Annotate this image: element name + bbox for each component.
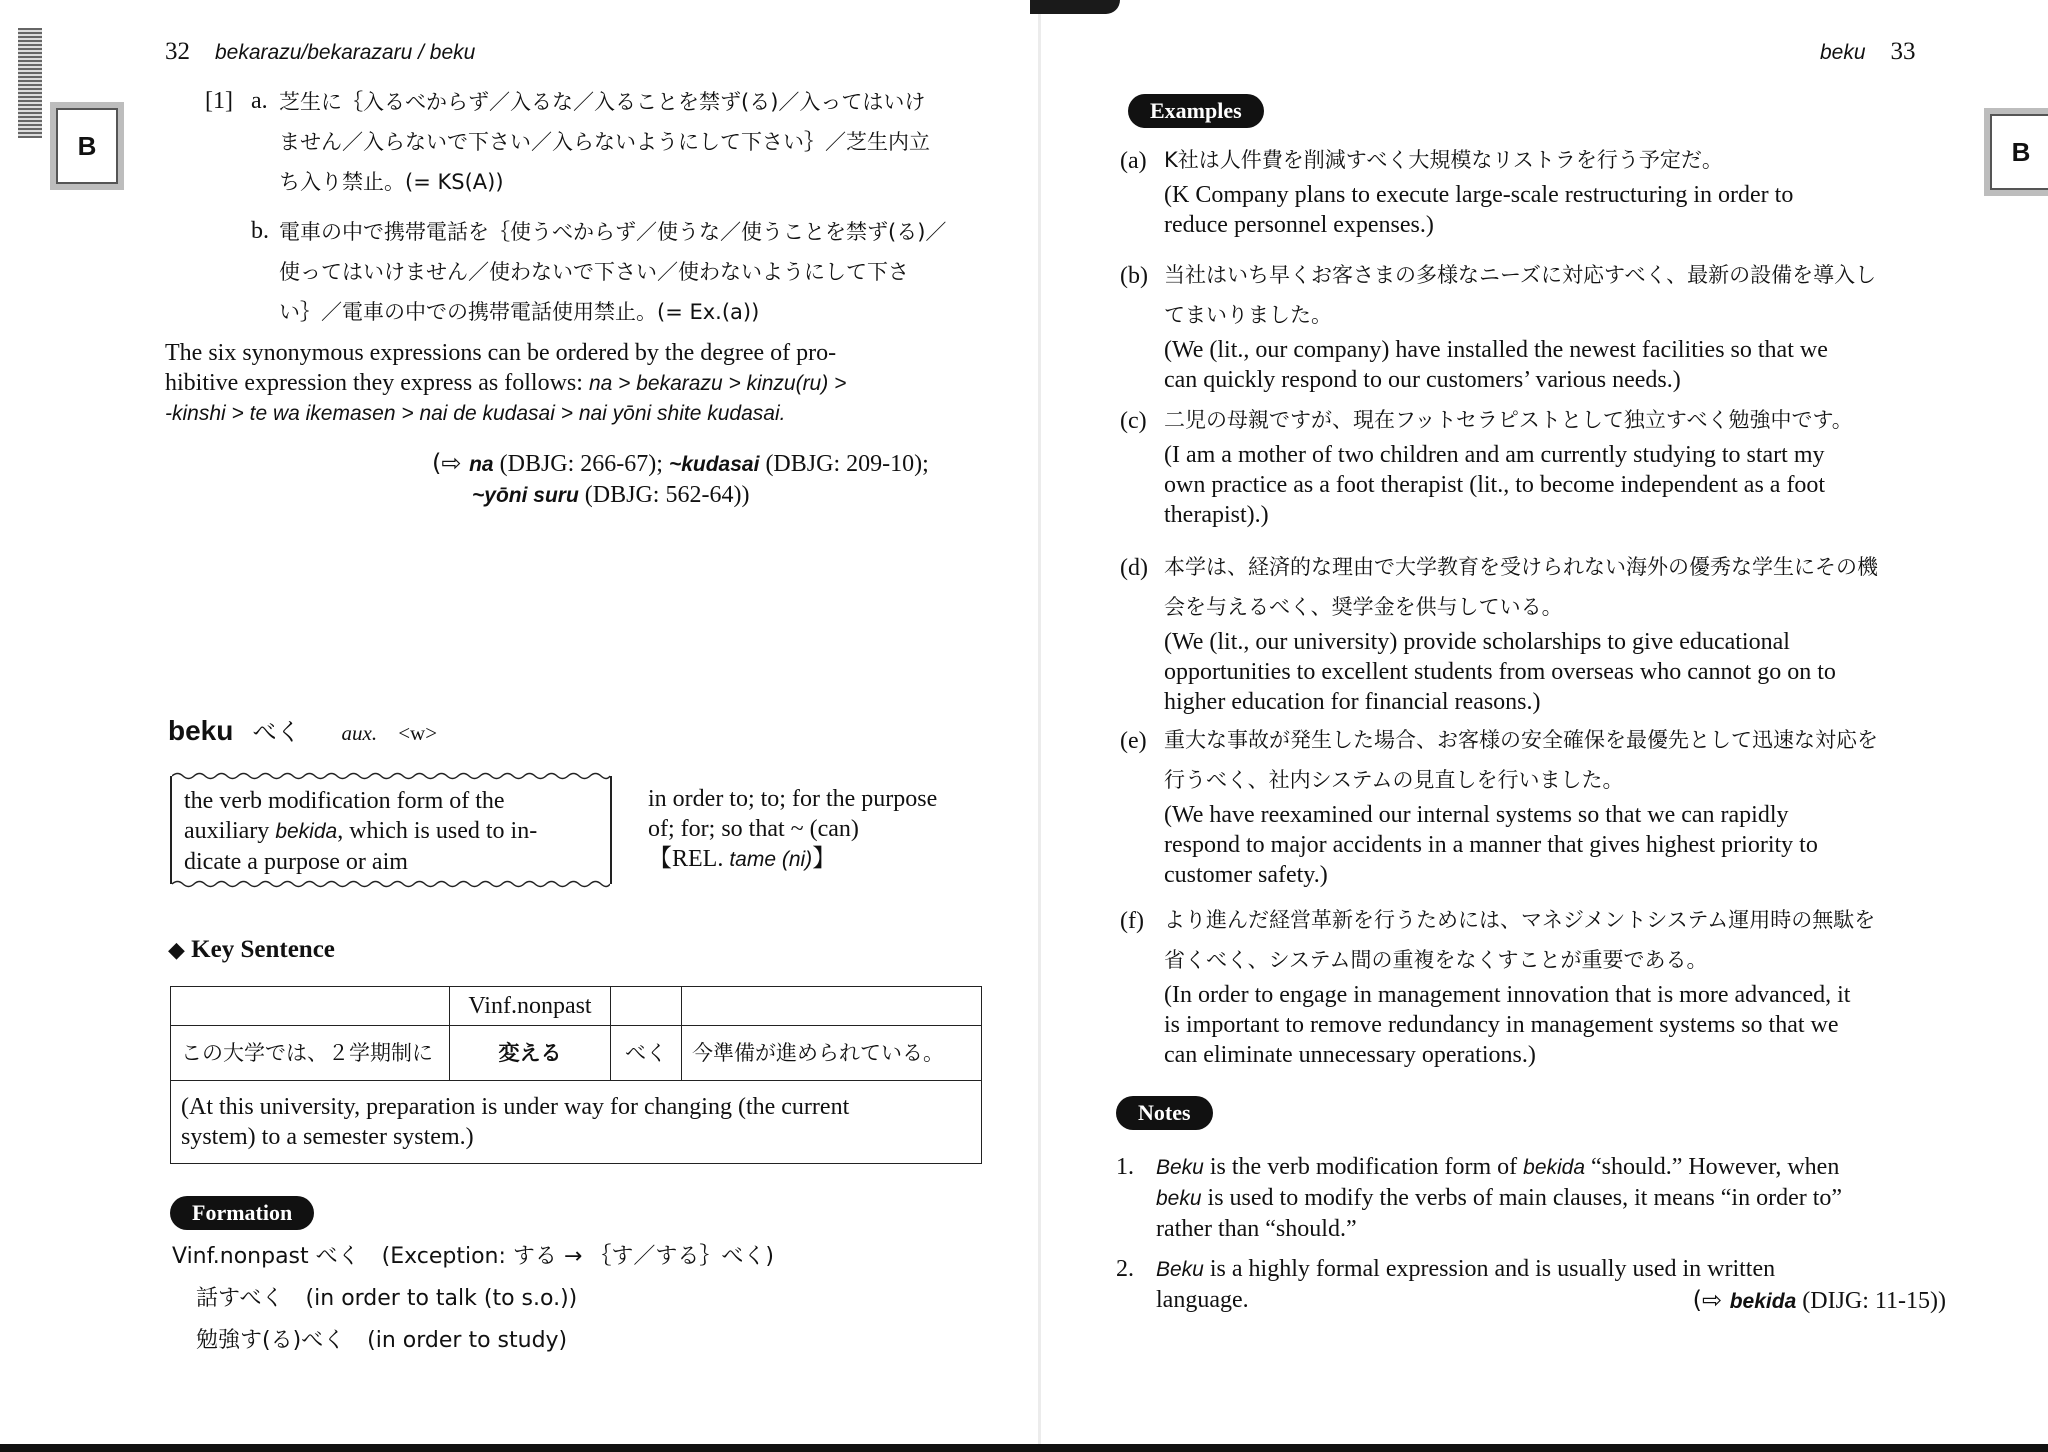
scan-edge-strip [18,28,42,138]
example-1b-label: b. [251,218,269,244]
example-japanese-line: 省くべく、システム間の重複をなくすことが重要である。 [1164,948,1708,972]
note-number: 2. [1116,1256,1134,1282]
table-cell: べく [611,1026,682,1081]
table-header: Vinf.nonpast [450,987,611,1026]
cross-reference: (⇨ na (DBJG: 266-67); ~kudasai (DBJG: 209-10); ~yōni suru (DBJG: 562-64)) [432,449,929,508]
example-translation-line: can quickly respond to our customers’ various needs.) [1164,367,1681,393]
thumb-tab-b [56,108,118,184]
ref-link[interactable]: bekida [1729,1290,1797,1313]
definition-box [170,776,612,884]
entry-headword: beku [168,715,234,746]
example-1a-label: a. [251,88,268,114]
table-cell: 変える [450,1026,611,1081]
entry-tag: <w> [398,721,438,745]
example-japanese-line: 当社はいち早くお客さまの多様なニーズに対応すべく、最新の設備を導入し [1164,263,1877,287]
example-translation-line: (We (lit., our company) have installed the newest facilities so that we [1164,337,1828,363]
ref-link[interactable]: na [469,453,494,476]
example-japanese-line: 二児の母親ですが、現在フットセラピストとして独立すべく勉強中です。 [1164,408,1853,432]
example-1b-line: い｝／電車の中での携帯電話使用禁止。(= Ex.(a)) [279,300,760,324]
example-japanese-line: 会を与えるべく、奨学金を供与している。 [1164,595,1563,619]
example-translation-line: (I am a mother of two children and am currently studying to start my [1164,442,1825,468]
example-1a-line: ち入り禁止。(= KS(A)) [279,170,504,194]
example-japanese-line: 重大な事故が発生した場合、お客様の安全確保を最優先として迅速な対応を [1164,728,1878,752]
synonym-paragraph [165,338,1005,429]
right-page: beku 33 B Examples (a) K社は人件費を削減すべく大規模なリストラを行う予定だ。 (K Company plans to execute large-scale restructuring in order to reduce personnel expenses.) (b) 当社はいち早くお客さまの多様なニーズに対応すべく、最新の設備を導入し てまいりました。 (We (lit., our company) have installed the newest facilities so that we can quickly respond to our customers’ various needs.) (c) 二児の母親ですが、現在フットセラピストとして独立すべく勉強中です。 (I am a mother of two children and am currently studying to start my own practice as a foot therapist (lit., to become independent as a foot therapist).) (d) 本学は、経済的な理由で大学教育を受けられない海外の優秀な学生にその機 会を与えるべく、奨学金を供与している。 (We (lit., our university) provide scholarships to give educational opportunities to excellent students from overseas who cannot go on to higher education for financial reasons.) (e) 重大な事故が発生した場合、お客様の安全確保を最優先として迅速な対応を 行うべく、社内システムの見直しを行いました。 (We have reexamined our internal systems so that we can rapidly respond to major accidents in a manner that gives highest priority to customer safety.) (f) より進んだ経営革新を行うためには、マネジメントシステム運用時の無駄を 省くべく、システム間の重複をなくすことが重要である。 (In order to engage in management innovation that is more advanced, it is important to remove redundancy in management systems so that we can eliminate unnecessary operations.) Notes 1. Beku is the verb modification form of bekida “should.” However, when beku is used to modify the verbs of main clauses, it means “in order to” rather than “should.” 2. Beku is a highly formal expression and is usually used in written language. (⇨ bekida (DIJG: 11-15)) [1040,0,2048,1452]
example-1b-line: 使ってはいけません／使わないで下さい／使わないようにして下さ [279,260,909,284]
entry-header [168,712,437,748]
example-japanese-line: より進んだ経営革新を行うためには、マネジメントシステム運用時の無駄を [1164,908,1876,932]
thumb-tab-letter: B [2011,136,2031,167]
notes-label: Notes [1116,1096,1213,1130]
formation-label: Formation [170,1196,314,1230]
table-cell [682,987,982,1026]
example-translation-line: customer safety.) [1164,862,1328,888]
entry-kana: べく [252,718,301,746]
formation-line: Vinf.nonpast べく (Exception: する → ｛す／する｝べく) [172,1244,774,1269]
wavy-border-top [172,771,610,781]
running-head-right [1820,38,1916,66]
example-translation-line: is important to remove redundancy in management systems so that we [1164,1012,1839,1038]
example-label: (c) [1120,408,1147,434]
example-label: (a) [1120,148,1147,174]
running-title: bekarazu/bekarazaru / beku [215,41,476,64]
table-cell: この大学では、２学期制に [171,1026,450,1081]
table-translation: (At this university, preparation is under way for changing (the current system) to a semester system.) [171,1081,982,1164]
example-japanese-line: てまいりました。 [1164,303,1332,327]
example-japanese-line: 行うべく、社内システムの見直しを行いました。 [1164,768,1624,792]
page-number: 33 [1890,38,1916,65]
paragraph-line: -kinshi > te wa ikemasen > nai de kudasai > nai yōni shite kudasai. [165,402,786,425]
example-japanese-line: K社は人件費を削減すべく大規模なリストラを行う予定だ。 [1164,148,1723,172]
example-translation-line: opportunities to excellent students from overseas who cannot go on to [1164,659,1836,685]
key-sentence-heading: ◆ Key Sentence [168,936,335,963]
example-label: (b) [1120,263,1148,289]
paragraph-line: The six synonymous expressions can be ordered by the degree of pro- [165,340,837,366]
formation-line: 勉強す(る)べく (in order to study) [196,1328,568,1353]
definition-text: the verb modification form of the auxiliary bekida, which is used to in- dicate a purpose or aim [184,788,538,875]
example-label: (d) [1120,555,1148,581]
example-translation-line: (In order to engage in management innovation that is more advanced, it [1164,982,1851,1008]
example-japanese-line: 本学は、経済的な理由で大学教育を受けられない海外の優秀な学生にその機 [1164,555,1878,579]
ref-link[interactable]: ~kudasai [668,453,760,476]
diamond-icon: ◆ [168,938,185,963]
example-translation-line: reduce personnel expenses.) [1164,212,1434,238]
page-number: 32 [165,38,190,65]
table-cell [171,987,450,1026]
example-translation-line: respond to major accidents in a manner that gives highest priority to [1164,832,1818,858]
paragraph-line: hibitive expression they express as follows: na > bekarazu > kinzu(ru) > [165,370,847,396]
entry-pos: aux. [341,721,378,745]
example-label: (e) [1120,728,1147,754]
example-translation-line: higher education for financial reasons.) [1164,689,1541,715]
key-sentence-table [170,986,982,1164]
example-label: (f) [1120,908,1144,934]
example-1a-line: 芝生に｛入るべからず／入るな／入ることを禁ず(る)／入ってはいけ [279,90,926,114]
note-number: 1. [1116,1154,1134,1180]
thumb-tab-letter: B [77,130,97,161]
wavy-border-bottom [172,879,610,889]
ref-link[interactable]: ~yōni suru [472,484,579,507]
table-cell [611,987,682,1026]
example-1b-line: 電車の中で携帯電話を｛使うべからず／使うな／使うことを禁ず(る)／ [279,220,947,244]
thumb-tab-b [1990,114,2048,190]
example-translation-line: can eliminate unnecessary operations.) [1164,1042,1536,1068]
example-translation-line: therapist).) [1164,502,1269,528]
example-translation-line: (We (lit., our university) provide scholarships to give educational [1164,629,1790,655]
table-cell: 今準備が進められている。 [682,1026,982,1081]
formation-line: 話すべく (in order to talk (to s.o.)) [196,1286,578,1311]
example-number: [1] [205,88,233,114]
example-translation-line: own practice as a foot therapist (lit., to become independent as a foot [1164,472,1826,498]
examples-label: Examples [1128,94,1264,128]
formation-lines [172,1236,774,1362]
example-translation-line: (K Company plans to execute large-scale restructuring in order to [1164,182,1794,208]
example-1a-line: ません／入らないで下さい／入らないようにして下さい｝／芝生内立 [279,130,930,154]
running-title: beku [1820,41,1866,64]
gloss: in order to; to; for the purpose of; for; so that ~ (can) 【REL. tame (ni)】 [648,786,938,872]
running-head-left [165,38,475,66]
example-translation-line: (We have reexamined our internal systems so that we can rapidly [1164,802,1789,828]
